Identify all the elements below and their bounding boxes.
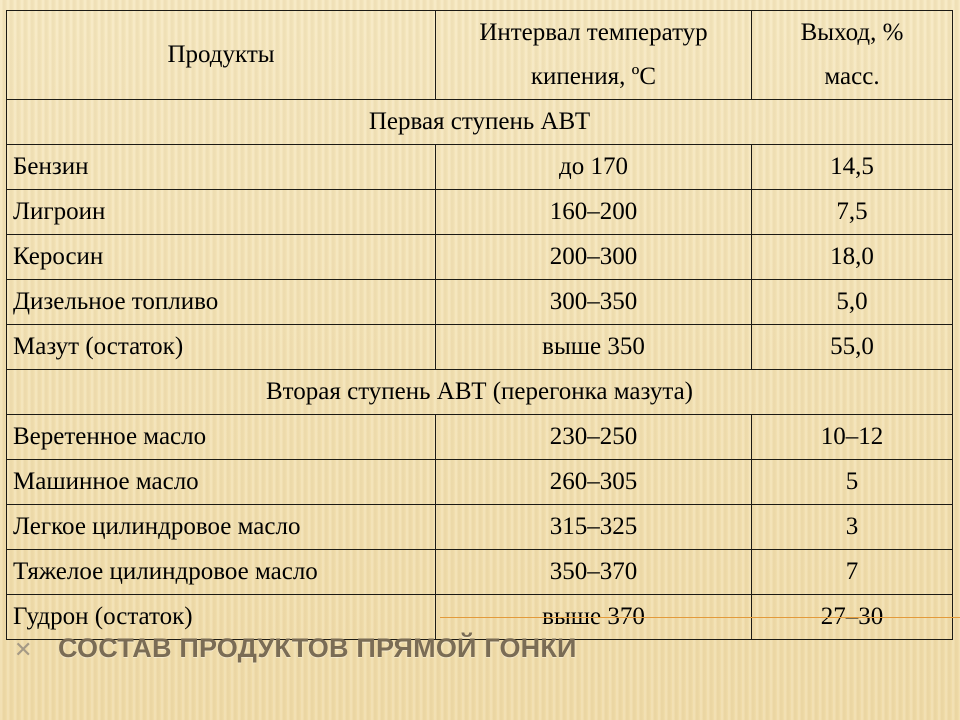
yield-cell: 18,0	[752, 235, 953, 280]
product-cell: Мазут (остаток)	[7, 325, 436, 370]
range-cell: выше 370	[436, 595, 752, 640]
yield-cell: 5,0	[752, 280, 953, 325]
range-cell: 260–305	[436, 460, 752, 505]
product-cell: Бензин	[7, 145, 436, 190]
header-products-text: Продукты	[167, 41, 275, 68]
table-row	[7, 505, 953, 550]
slide-title: СОСТАВ ПРОДУКТОВ ПРЯМОЙ ГОНКИ	[58, 633, 577, 663]
x-bullet-icon: ✕	[14, 638, 33, 663]
header-boiling-range-line1: Интервал температур	[479, 19, 708, 46]
product-cell: Веретенное масло	[7, 415, 436, 460]
yield-cell: 14,5	[752, 145, 953, 190]
yield-cell: 3	[752, 505, 953, 550]
section-row-first-stage	[7, 100, 953, 145]
accent-divider	[440, 617, 960, 618]
product-cell: Тяжелое цилиндровое масло	[7, 550, 436, 595]
table-row	[7, 460, 953, 505]
range-cell: 230–250	[436, 415, 752, 460]
table-row	[7, 415, 953, 460]
section-title: Вторая ступень АВТ (перегонка мазута)	[7, 370, 953, 415]
header-yield	[752, 11, 953, 100]
header-boiling-range	[436, 11, 752, 100]
table-header-row	[7, 11, 953, 100]
header-products	[7, 11, 436, 100]
table-row	[7, 145, 953, 190]
range-cell: 315–325	[436, 505, 752, 550]
products-table	[6, 10, 953, 640]
range-cell: до 170	[436, 145, 752, 190]
products-table-wrapper	[6, 10, 952, 640]
yield-cell: 27–30	[752, 595, 953, 640]
header-yield-line2: масс.	[824, 63, 880, 90]
range-cell: 300–350	[436, 280, 752, 325]
table-row	[7, 190, 953, 235]
table-row	[7, 325, 953, 370]
range-cell: выше 350	[436, 325, 752, 370]
range-cell: 200–300	[436, 235, 752, 280]
range-cell: 160–200	[436, 190, 752, 235]
range-cell: 350–370	[436, 550, 752, 595]
yield-cell: 7,5	[752, 190, 953, 235]
yield-cell: 7	[752, 550, 953, 595]
product-cell: Керосин	[7, 235, 436, 280]
table-row	[7, 235, 953, 280]
table-row	[7, 550, 953, 595]
header-boiling-range-line2: кипения, ºС	[530, 63, 657, 90]
product-cell: Лигроин	[7, 190, 436, 235]
product-cell: Дизельное топливо	[7, 280, 436, 325]
table-row	[7, 280, 953, 325]
yield-cell: 10–12	[752, 415, 953, 460]
yield-cell: 55,0	[752, 325, 953, 370]
product-cell: Машинное масло	[7, 460, 436, 505]
yield-cell: 5	[752, 460, 953, 505]
section-row-second-stage	[7, 370, 953, 415]
product-cell: Гудрон (остаток)	[7, 595, 436, 640]
product-cell: Легкое цилиндровое масло	[7, 505, 436, 550]
header-yield-line1: Выход, %	[800, 19, 904, 46]
section-title: Первая ступень АВТ	[7, 100, 953, 145]
